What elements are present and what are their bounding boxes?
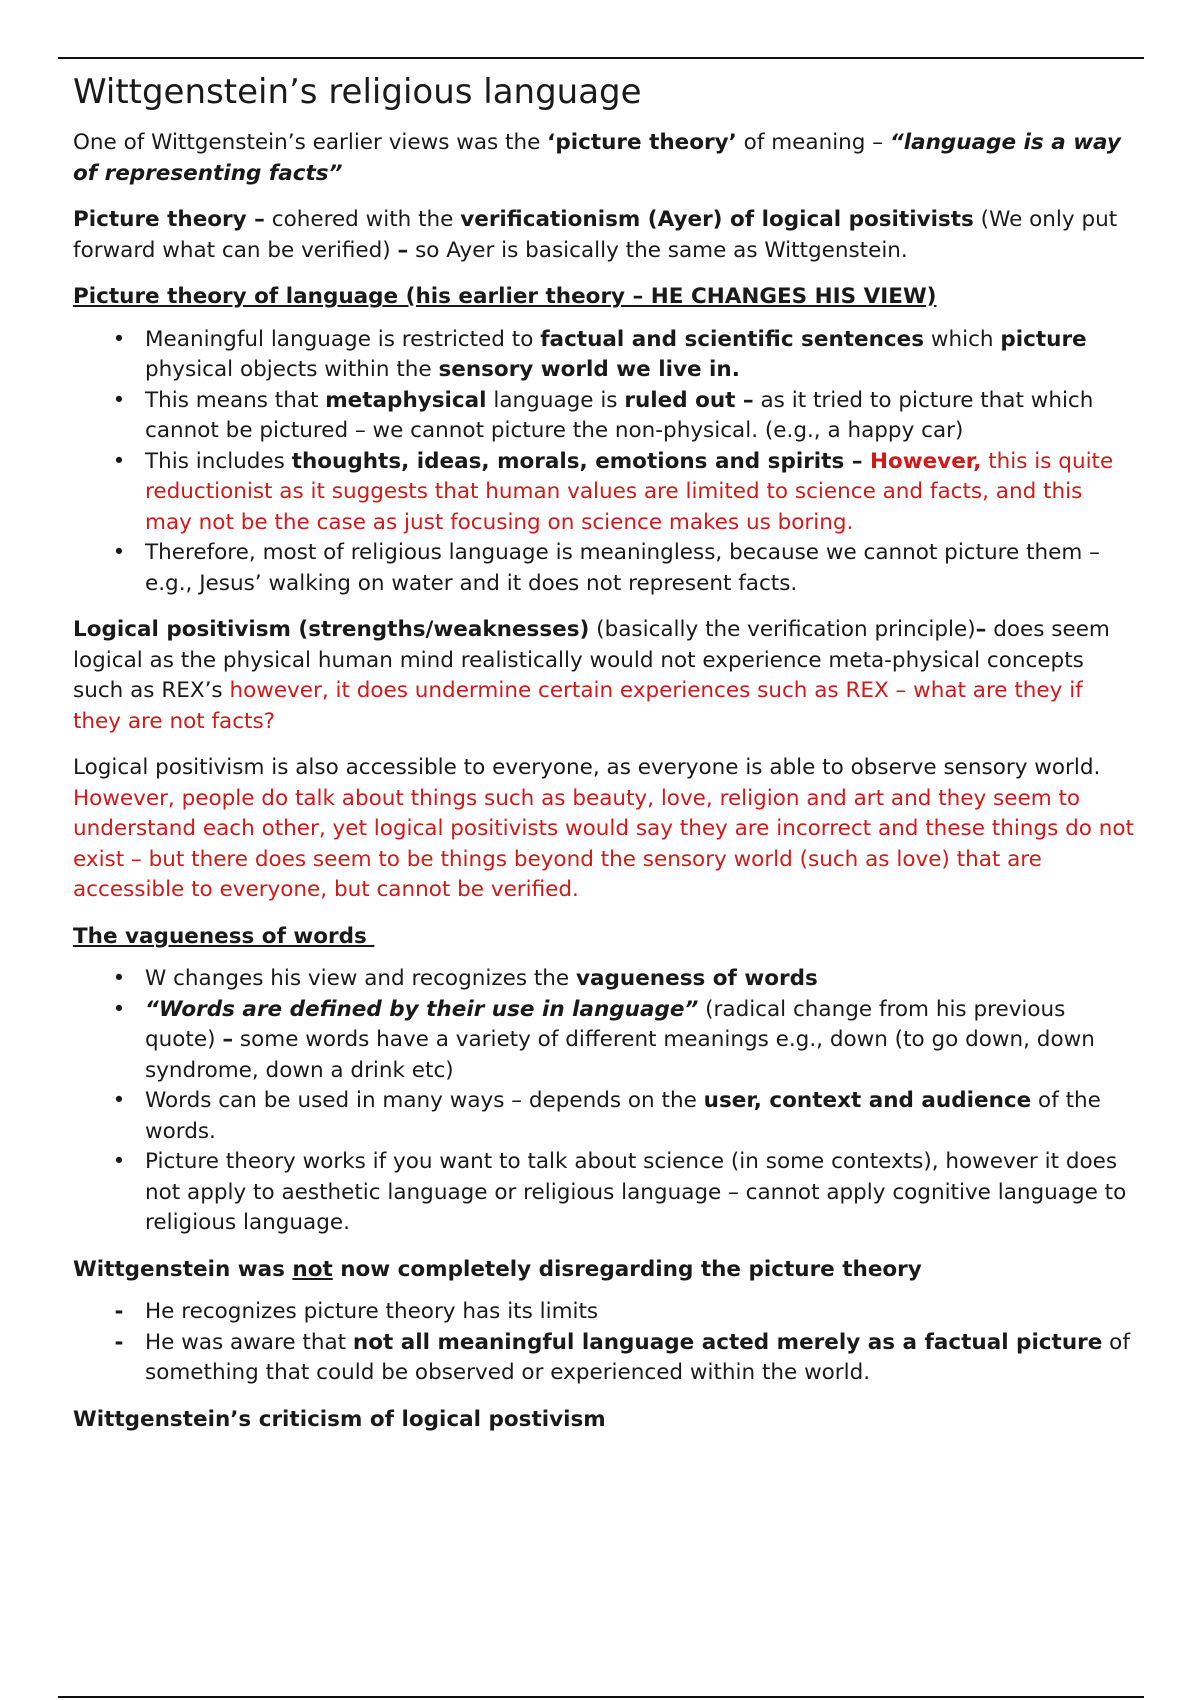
- list-item: [73, 964, 1135, 995]
- bullet-icon: •: [112, 540, 126, 565]
- logical-positivism-paragraph: [73, 615, 1135, 737]
- bold-text: sensory world we live in.: [438, 357, 740, 382]
- red-criticism-text: However, people do talk about things such as beauty, love, religion and art and they seem to understand each other, yet logical positivists would say they are incorrect and these things do not exist – but there does seem to be things beyond the sensory world (such as love) that are accessible to everyone, but cannot be verified.: [73, 785, 1134, 902]
- list-item: [73, 325, 1135, 386]
- bold-text: vagueness of words: [576, 966, 818, 991]
- red-criticism-text: however, it does undermine certain experiences such as REX – what are they if they are not facts?: [73, 678, 1083, 734]
- bold-text: Logical positivism (strengths/weaknesses): [73, 617, 590, 642]
- text: as it tried to picture that which cannot be pictured – we cannot picture the non-physical. (e.g., a happy car): [145, 387, 1094, 443]
- section-heading-not-disregarding: [73, 1255, 1135, 1286]
- red-bold-text: However,: [862, 448, 982, 474]
- text: W changes his view and recognizes the: [145, 966, 576, 991]
- text: One of Wittgenstein’s earlier views was the: [73, 130, 548, 155]
- text: of meaning –: [736, 130, 890, 155]
- bold-text: user, context and audience: [703, 1088, 1032, 1113]
- bold-text: –: [222, 1027, 234, 1052]
- text: Wittgenstein was: [73, 1256, 293, 1282]
- bold-text: ruled out –: [624, 387, 754, 413]
- bullet-icon: •: [112, 448, 126, 474]
- limits-list: [73, 1297, 1135, 1389]
- text: Logical positivism is also accessible to everyone, as everyone is able to observe sensory world.: [73, 755, 1101, 780]
- text: He was aware that: [145, 1329, 353, 1355]
- text: of something that could be observed or experienced within the world.: [145, 1329, 1130, 1385]
- list-item: [73, 538, 1135, 599]
- underlined-text: not: [292, 1256, 333, 1282]
- section-heading-vagueness: The vagueness of words: [73, 923, 375, 949]
- document-page: [73, 70, 1135, 1447]
- bold-text: verificationism (Ayer) of logical positivists: [460, 207, 974, 232]
- text: now completely disregarding the picture theory: [332, 1256, 922, 1282]
- text: (We only put forward what can be verified): [73, 207, 1118, 263]
- bullet-icon: •: [112, 996, 126, 1022]
- vagueness-list: [73, 964, 1135, 1239]
- text: (radical change from his previous quote): [145, 996, 1066, 1052]
- accessibility-paragraph: [73, 753, 1135, 906]
- text: Meaningful language is restricted to: [145, 326, 541, 352]
- intro-paragraph: [73, 128, 1135, 189]
- text: He recognizes picture theory has its limits: [145, 1299, 599, 1324]
- list-item: [73, 447, 1135, 539]
- list-item: [73, 1147, 1135, 1239]
- bullet-icon: •: [112, 1149, 126, 1174]
- bold-text: thoughts, ideas, morals, emotions and spirits –: [291, 448, 863, 474]
- bold-text: picture: [1000, 326, 1087, 352]
- page-title: Wittgenstein’s religious language: [73, 72, 642, 112]
- dash-icon: -: [114, 1329, 124, 1355]
- text: physical objects within the: [145, 357, 439, 382]
- bold-text: factual and scientific sentences: [540, 326, 925, 352]
- bold-text: –: [975, 617, 987, 642]
- bullet-icon: •: [112, 387, 126, 413]
- text: some words have a variety of different meanings e.g., down (to go down, down syndrome, down a drink etc): [145, 1027, 1095, 1083]
- bold-text: Picture theory –: [73, 207, 265, 232]
- bottom-rule: [58, 1696, 1144, 1698]
- list-item: [73, 386, 1135, 447]
- top-rule: [58, 57, 1144, 59]
- bold-text: ‘picture theory’: [547, 130, 737, 155]
- quote: “Words are defined by their use in language”: [145, 996, 699, 1022]
- text: which: [924, 326, 1001, 352]
- quote: “language is a way of representing facts”: [73, 130, 1121, 186]
- bullet-icon: •: [112, 1088, 126, 1113]
- list-item: [73, 1297, 1135, 1328]
- text: This includes: [145, 448, 292, 474]
- bold-text: metaphysical: [325, 387, 487, 413]
- section-heading-criticism: Wittgenstein’s criticism of logical postivism: [73, 1406, 606, 1432]
- text: Words can be used in many ways – depends on the: [145, 1088, 704, 1113]
- text: (basically the verification principle): [589, 617, 976, 642]
- bold-text: –: [397, 237, 409, 263]
- section-heading-picture-theory: Picture theory of language (his earlier theory – HE CHANGES HIS VIEW): [73, 284, 937, 309]
- list-item: [73, 1086, 1135, 1147]
- text: cohered with the: [264, 207, 461, 232]
- bullet-icon: •: [112, 326, 126, 352]
- text: This means that: [145, 387, 326, 413]
- bullet-icon: •: [112, 966, 126, 991]
- picture-theory-list: [73, 325, 1135, 600]
- text: so Ayer is basically the same as Wittgenstein.: [408, 237, 908, 263]
- text: does seem logical as the physical human mind realistically would not experience meta-physical concepts such as REX’s: [73, 617, 1110, 703]
- list-item: [73, 995, 1135, 1087]
- list-item: [73, 1328, 1135, 1389]
- bold-text: not all meaningful language acted merely as a factual picture: [352, 1329, 1103, 1355]
- text: Picture theory works if you want to talk about science (in some contexts), however it does not apply to aesthetic language or religious language – cannot apply cognitive language to religious language.: [145, 1149, 1127, 1235]
- red-criticism-text: this is quite reductionist as it suggests that human values are limited to science and facts, and this may not be the case as just focusing on science makes us boring.: [145, 448, 1114, 535]
- picture-theory-paragraph: [73, 205, 1135, 266]
- text: Therefore, most of religious language is meaningless, because we cannot picture them – e.g., Jesus’ walking on water and it does not represent facts.: [145, 540, 1100, 596]
- dash-icon: -: [114, 1299, 124, 1324]
- text: of the words.: [145, 1088, 1101, 1144]
- text: language is: [486, 387, 625, 413]
